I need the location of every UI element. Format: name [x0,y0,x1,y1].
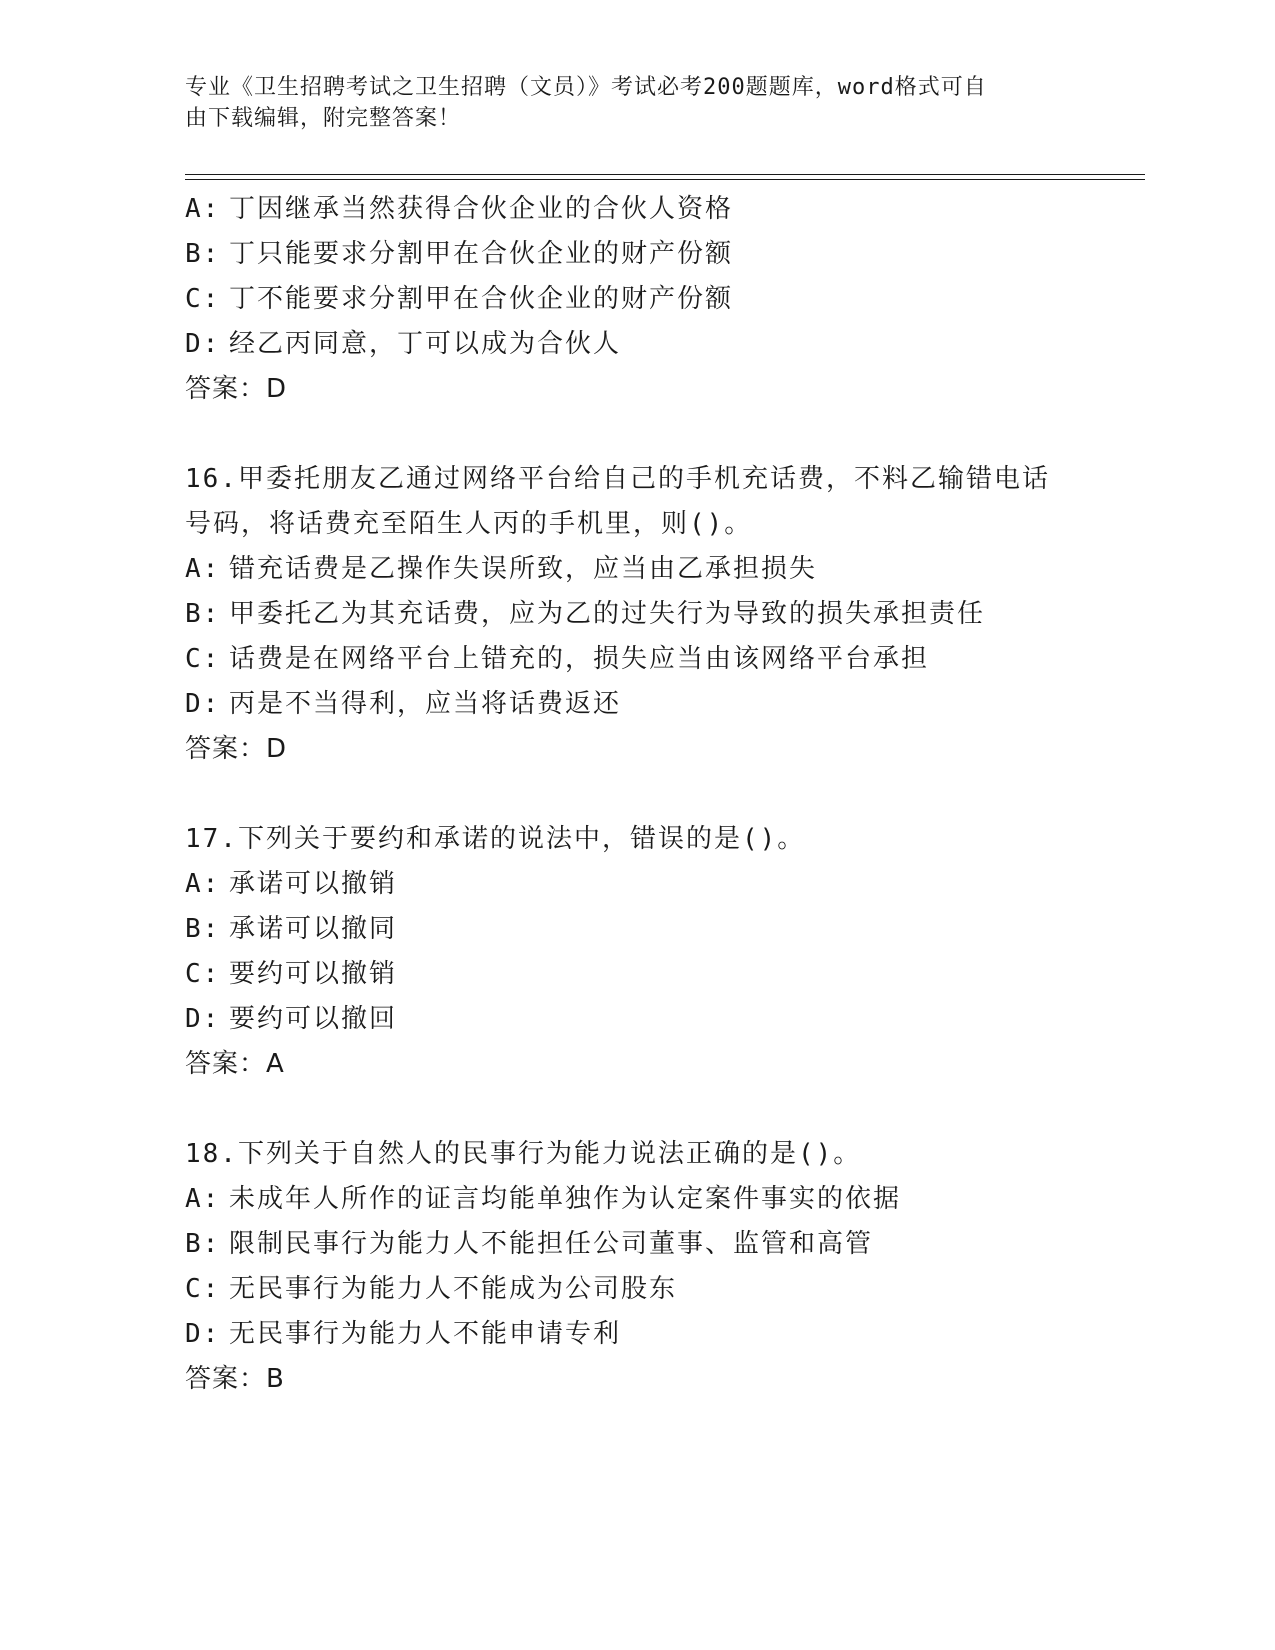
question-block-18 [185,1132,1085,1402]
option-c [185,637,1085,682]
header-divider [185,174,1145,180]
option-letter: C: [185,644,221,674]
option-letter: C: [185,284,221,314]
option-text: 承诺可以撤销 [229,869,398,899]
option-text: 未成年人所作的证言均能单独作为认定案件事实的依据 [229,1184,902,1214]
option-b [185,907,1085,952]
option-d [185,322,1085,367]
question-content [185,187,1085,1402]
question-block-17 [185,817,1085,1087]
question-stem-continued: 号码，将话费充至陌生人丙的手机里，则()。 [185,509,753,539]
option-letter: A: [185,1184,221,1214]
option-letter: C: [185,959,221,989]
option-text: 错充话费是乙操作失误所致，应当由乙承担损失 [229,554,818,584]
question-stem: 17.下列关于要约和承诺的说法中，错误的是()。 [185,824,806,854]
answer-line: 答案：D [185,374,288,404]
option-letter: B: [185,914,221,944]
option-d [185,1312,1085,1357]
option-text: 要约可以撤销 [229,959,398,989]
option-c [185,952,1085,997]
document-header [185,72,1065,134]
option-letter: B: [185,1229,221,1259]
option-letter: B: [185,599,221,629]
option-text: 话费是在网络平台上错充的，损失应当由该网络平台承担 [229,644,930,674]
option-text: 承诺可以撤同 [229,914,398,944]
option-b [185,1222,1085,1267]
option-a [185,187,1085,232]
option-letter: A: [185,869,221,899]
option-text: 要约可以撤回 [229,1004,398,1034]
answer-line: 答案：D [185,734,288,764]
option-letter: A: [185,194,221,224]
header-line-1: 专业《卫生招聘考试之卫生招聘（文员）》考试必考200题题库，word格式可自 [185,75,987,100]
option-b [185,592,1085,637]
option-text: 丙是不当得利，应当将话费返还 [229,689,622,719]
option-letter: D: [185,329,221,359]
option-text: 无民事行为能力人不能申请专利 [229,1319,622,1349]
option-a [185,547,1085,592]
question-block-16 [185,457,1085,772]
option-text: 限制民事行为能力人不能担任公司董事、监管和高管 [229,1229,874,1259]
option-b [185,232,1085,277]
option-letter: B: [185,239,221,269]
answer-line: 答案：A [185,1049,285,1079]
question-stem: 18.下列关于自然人的民事行为能力说法正确的是()。 [185,1139,862,1169]
option-text: 无民事行为能力人不能成为公司股东 [229,1274,678,1304]
option-letter: D: [185,1004,221,1034]
option-a [185,862,1085,907]
option-letter: D: [185,689,221,719]
question-block-15 [185,187,1085,412]
option-text: 经乙丙同意，丁可以成为合伙人 [229,329,622,359]
option-a [185,1177,1085,1222]
option-letter: A: [185,554,221,584]
option-text: 丁不能要求分割甲在合伙企业的财产份额 [229,284,734,314]
option-text: 丁因继承当然获得合伙企业的合伙人资格 [229,194,734,224]
option-d [185,682,1085,727]
option-c [185,277,1085,322]
option-text: 丁只能要求分割甲在合伙企业的财产份额 [229,239,734,269]
option-d [185,997,1085,1042]
header-line-2: 由下载编辑，附完整答案！ [185,106,462,131]
option-letter: C: [185,1274,221,1304]
question-stem: 16.甲委托朋友乙通过网络平台给自己的手机充话费，不料乙输错电话 [185,464,1050,494]
option-text: 甲委托乙为其充话费，应为乙的过失行为导致的损失承担责任 [229,599,986,629]
option-c [185,1267,1085,1312]
option-letter: D: [185,1319,221,1349]
answer-line: 答案：B [185,1364,285,1394]
